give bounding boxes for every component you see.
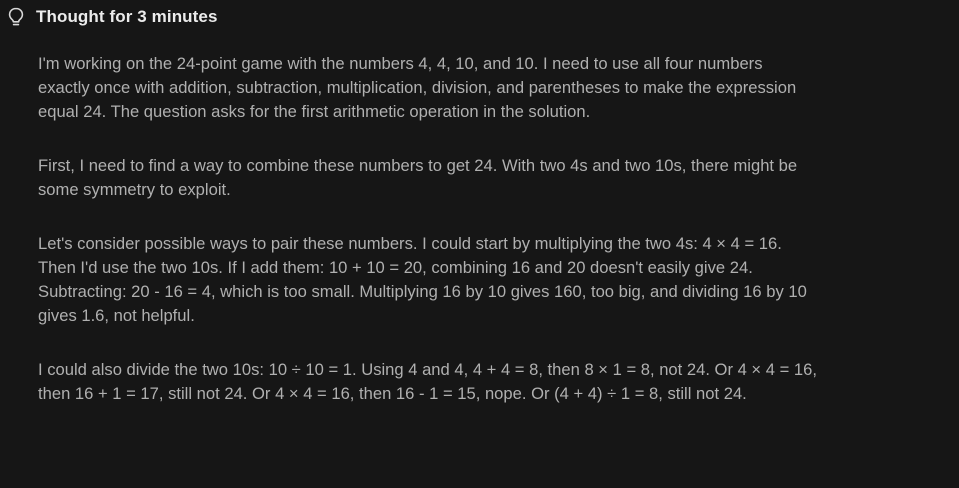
- text-line: some symmetry to exploit.: [38, 180, 231, 199]
- text-line: equal 24. The question asks for the first arithmetic operation in the solution.: [38, 102, 591, 121]
- text-line: Subtracting: 20 - 16 = 4, which is too small. Multiplying 16 by 10 gives 160, too big, and dividing 16 by 10: [38, 282, 807, 301]
- text-line: First, I need to find a way to combine these numbers to get 24. With two 4s and two 10s, there might be: [38, 156, 798, 175]
- text-line: I could also divide the two 10s: 10 ÷ 10 = 1. Using 4 and 4, 4 + 4 = 8, then 8 × 1 = 8, not 24. Or 4 × 4 = 16,: [38, 360, 817, 379]
- text-line: I'm working on the 24-point game with the numbers 4, 4, 10, and 10. I need to use all four numbers: [38, 54, 763, 73]
- lightbulb-icon: [6, 5, 26, 29]
- thought-header[interactable]: [6, 3, 218, 31]
- text-line: Let's consider possible ways to pair these numbers. I could start by multiplying the two 4s: 4 × 4 = 16.: [38, 234, 782, 253]
- thought-title: Thought for 3 minutes: [36, 7, 218, 26]
- text-line: Then I'd use the two 10s. If I add them: 10 + 10 = 20, combining 16 and 20 doesn't easily give 24.: [38, 258, 753, 277]
- thought-paragraph: [38, 154, 959, 202]
- thought-paragraph: [38, 52, 959, 124]
- thought-paragraph: [38, 358, 959, 406]
- text-line: exactly once with addition, subtraction, multiplication, division, and parentheses to make the expression: [38, 78, 797, 97]
- text-line: gives 1.6, not helpful.: [38, 306, 195, 325]
- thought-paragraph: [38, 232, 959, 328]
- thought-content: [38, 52, 959, 436]
- text-line: then 16 + 1 = 17, still not 24. Or 4 × 4 = 16, then 16 - 1 = 15, nope. Or (4 + 4) ÷ 1 = 8, still not 24.: [38, 384, 747, 403]
